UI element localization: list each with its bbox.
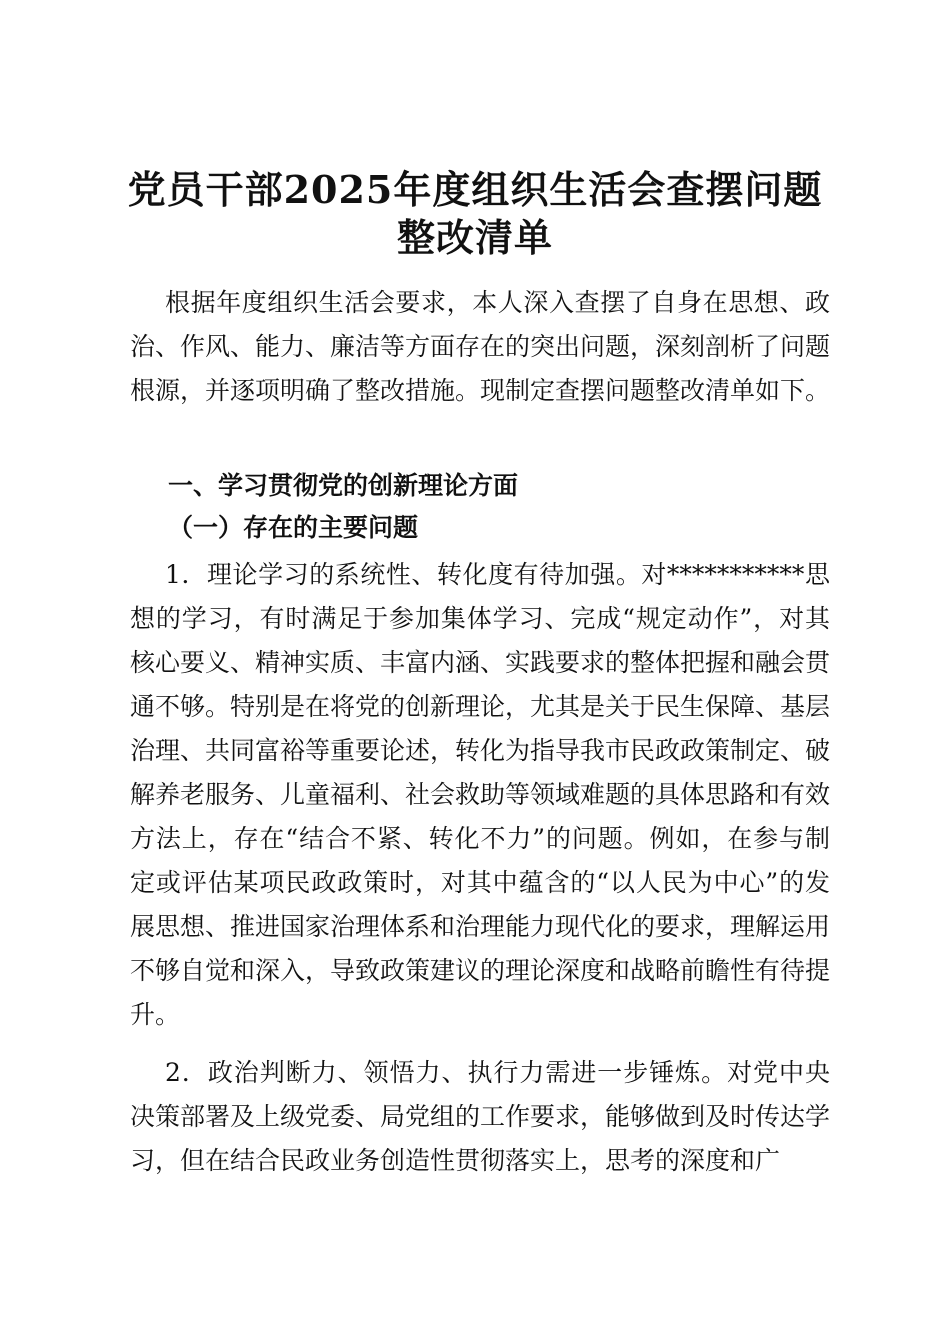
problem-item-1: 1．理论学习的系统性、转化度有待加强。对***********思想的学习，有时满足于参加集体学习、完成“规定动作”，对其核心要义、精神实质、丰富内涵、实践要求的整体把握和融会贯通不够。特别是在将党的创新理论，尤其是关于民生保障、基层治理、共同富裕等重要论述，转化为指导我市民政政策制定、破解养老服务、儿童福利、社会救助等领域难题的具体思路和有效方法上，存在“结合不紧、转化不力”的问题。例如，在参与制定或评估某项民政政策时，对其中蕴含的“以人民为中心”的发展思想、推进国家治理体系和治理能力现代化的要求，理解运用不够自觉和深入，导致政策建议的理论深度和战略前瞻性有待提升。 — [130, 560, 831, 1029]
intro-paragraph: 根据年度组织生活会要求，本人深入查摆了自身在思想、政治、作风、能力、廉洁等方面存在的突出问题，深刻剖析了问题根源，并逐项明确了整改措施。现制定查摆问题整改清单如下。 — [130, 288, 831, 405]
subsection-heading: （一）存在的主要问题 — [168, 513, 419, 542]
document-title-line1: 党员干部2025年度组织生活会查摆问题 — [127, 167, 823, 212]
document-title-line2: 整改清单 — [396, 215, 553, 260]
section-heading: 一、学习贯彻党的创新理论方面 — [168, 471, 519, 500]
problem-item-2: 2．政治判断力、领悟力、执行力需进一步锤炼。对党中央决策部署及上级党委、局党组的工作要求，能够做到及时传达学习，但在结合民政业务创造性贯彻落实上，思考的深度和广 — [130, 1058, 831, 1175]
